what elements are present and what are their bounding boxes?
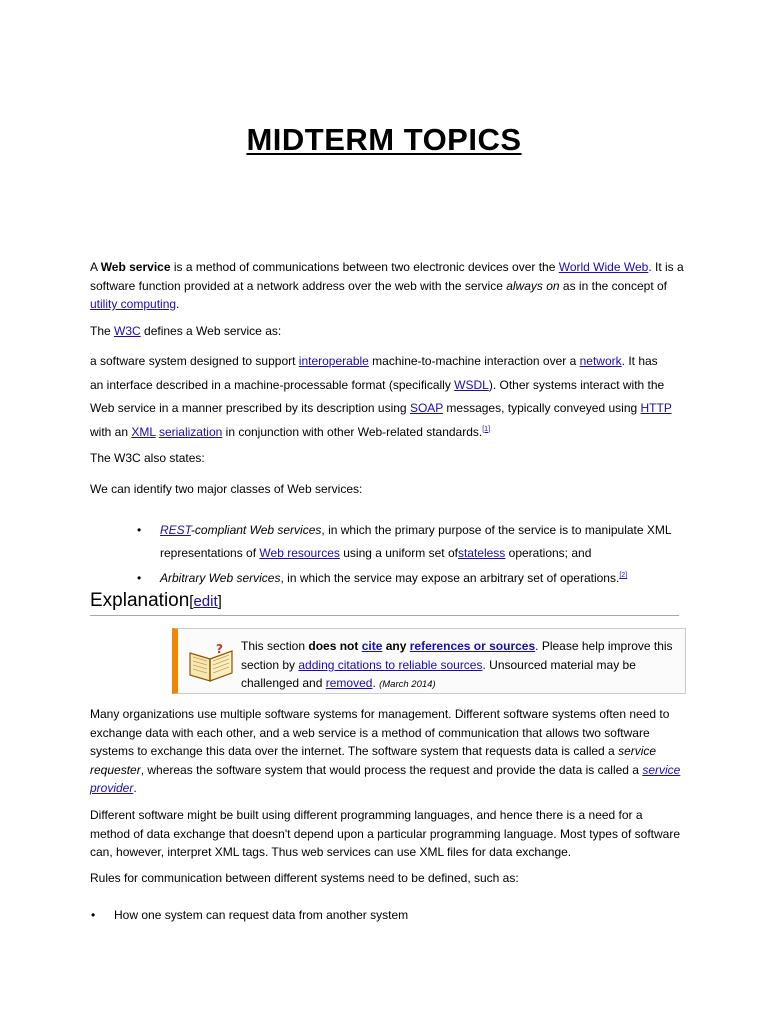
adding-citations-link[interactable]: adding citations to reliable sources bbox=[298, 657, 483, 672]
bullet-icon: • bbox=[137, 523, 142, 537]
intro-paragraph: A Web service is a method of communications between two electronic devices over the World Wide Web. It is a software function provided at a network address over the web with the service always on as in the concept of utility computing. bbox=[90, 260, 684, 311]
interoperable-link[interactable]: interoperable bbox=[298, 354, 369, 368]
list-item: • REST-compliant Web services, in which the primary purpose of the service is to manipulate XML representations of Web resources using a uniform set ofstateless operations; and bbox=[160, 519, 680, 565]
references-or-sources-link[interactable]: references or sources bbox=[409, 639, 536, 653]
w3c-definition-intro: The W3C defines a Web service as: bbox=[90, 324, 282, 338]
removed-link[interactable]: removed bbox=[325, 676, 373, 690]
notice-text: This section does not cite any references or sources. Please help improve this section by adding citations to reliable sources. Unsourced material may be challenged and removed. (March 2014) bbox=[241, 639, 673, 690]
service-provider-link[interactable]: service provider bbox=[90, 762, 681, 795]
reference-2-link[interactable]: [2] bbox=[619, 572, 628, 579]
xml-exchange-paragraph: Different software might be built using different programming languages, and hence there is a need for a method of data exchange that doesn't depend upon a particular programming language. Most types of software can, however, interpret XML tags. Thus web services can use XML files for data exchange. bbox=[90, 808, 680, 859]
web-resources-link[interactable]: Web resources bbox=[259, 546, 340, 560]
w3c-link[interactable]: W3C bbox=[114, 324, 141, 338]
page-title: MIDTERM TOPICS bbox=[246, 122, 522, 157]
two-classes-intro: We can identify two major classes of Web services: bbox=[90, 482, 363, 496]
rules-intro: Rules for communication between different systems need to be defined, such as: bbox=[90, 871, 519, 885]
service-requester-paragraph: Many organizations use multiple software systems for management. Different software systems often need to exchange data with each other, and a web service is a method of communication that allows two software systems to exchange this data over the internet. The software system that requests data is called a service requester, whereas the software system that would process the request and provide the data is called a service provider. bbox=[90, 707, 681, 795]
web-service-classes-list bbox=[137, 519, 680, 590]
list-item: • How one system can request data from another system bbox=[91, 908, 409, 922]
w3c-definition-quote: a software system designed to support interoperable machine-to-machine interaction over a network. It has an interface described in a machine-processable format (specifically WSDL). Other systems interact with the Web service in a manner prescribed by its description using SOAP messages, typically conveyed using HTTP with an XML serialization in conjunction with other Web-related standards.[1] bbox=[90, 354, 672, 439]
http-link[interactable]: HTTP bbox=[640, 401, 672, 415]
citation-needed-notice bbox=[172, 628, 686, 694]
bullet-icon: • bbox=[137, 571, 142, 585]
svg-text:?: ? bbox=[216, 642, 223, 656]
serialization-link[interactable]: serialization bbox=[158, 424, 223, 439]
cite-link[interactable]: cite bbox=[361, 639, 383, 653]
book-question-icon bbox=[186, 639, 236, 683]
rules-list bbox=[91, 906, 674, 924]
reference-1-link[interactable]: [1] bbox=[482, 425, 491, 433]
soap-link[interactable]: SOAP bbox=[409, 401, 444, 415]
notice-date: (March 2014) bbox=[379, 679, 436, 690]
network-link[interactable]: network bbox=[579, 354, 622, 368]
w3c-also-states: The W3C also states: bbox=[90, 451, 205, 465]
section-heading-explanation: Explanation[edit] bbox=[90, 590, 679, 616]
list-item: • Arbitrary Web services, in which the service may expose an arbitrary set of operations.[2] bbox=[160, 567, 680, 590]
utility-computing-link[interactable]: utility computing bbox=[90, 297, 177, 311]
wsdl-link[interactable]: WSDL bbox=[454, 377, 489, 392]
world-wide-web-link[interactable]: World Wide Web bbox=[558, 260, 649, 274]
xml-link[interactable]: XML bbox=[131, 424, 156, 439]
bullet-icon: • bbox=[91, 908, 96, 922]
web-service-term: Web service bbox=[100, 260, 171, 274]
edit-section: [edit] bbox=[189, 593, 222, 610]
stateless-link[interactable]: stateless bbox=[457, 546, 506, 560]
rest-link[interactable]: REST bbox=[160, 523, 191, 537]
edit-link[interactable]: edit bbox=[193, 593, 218, 610]
